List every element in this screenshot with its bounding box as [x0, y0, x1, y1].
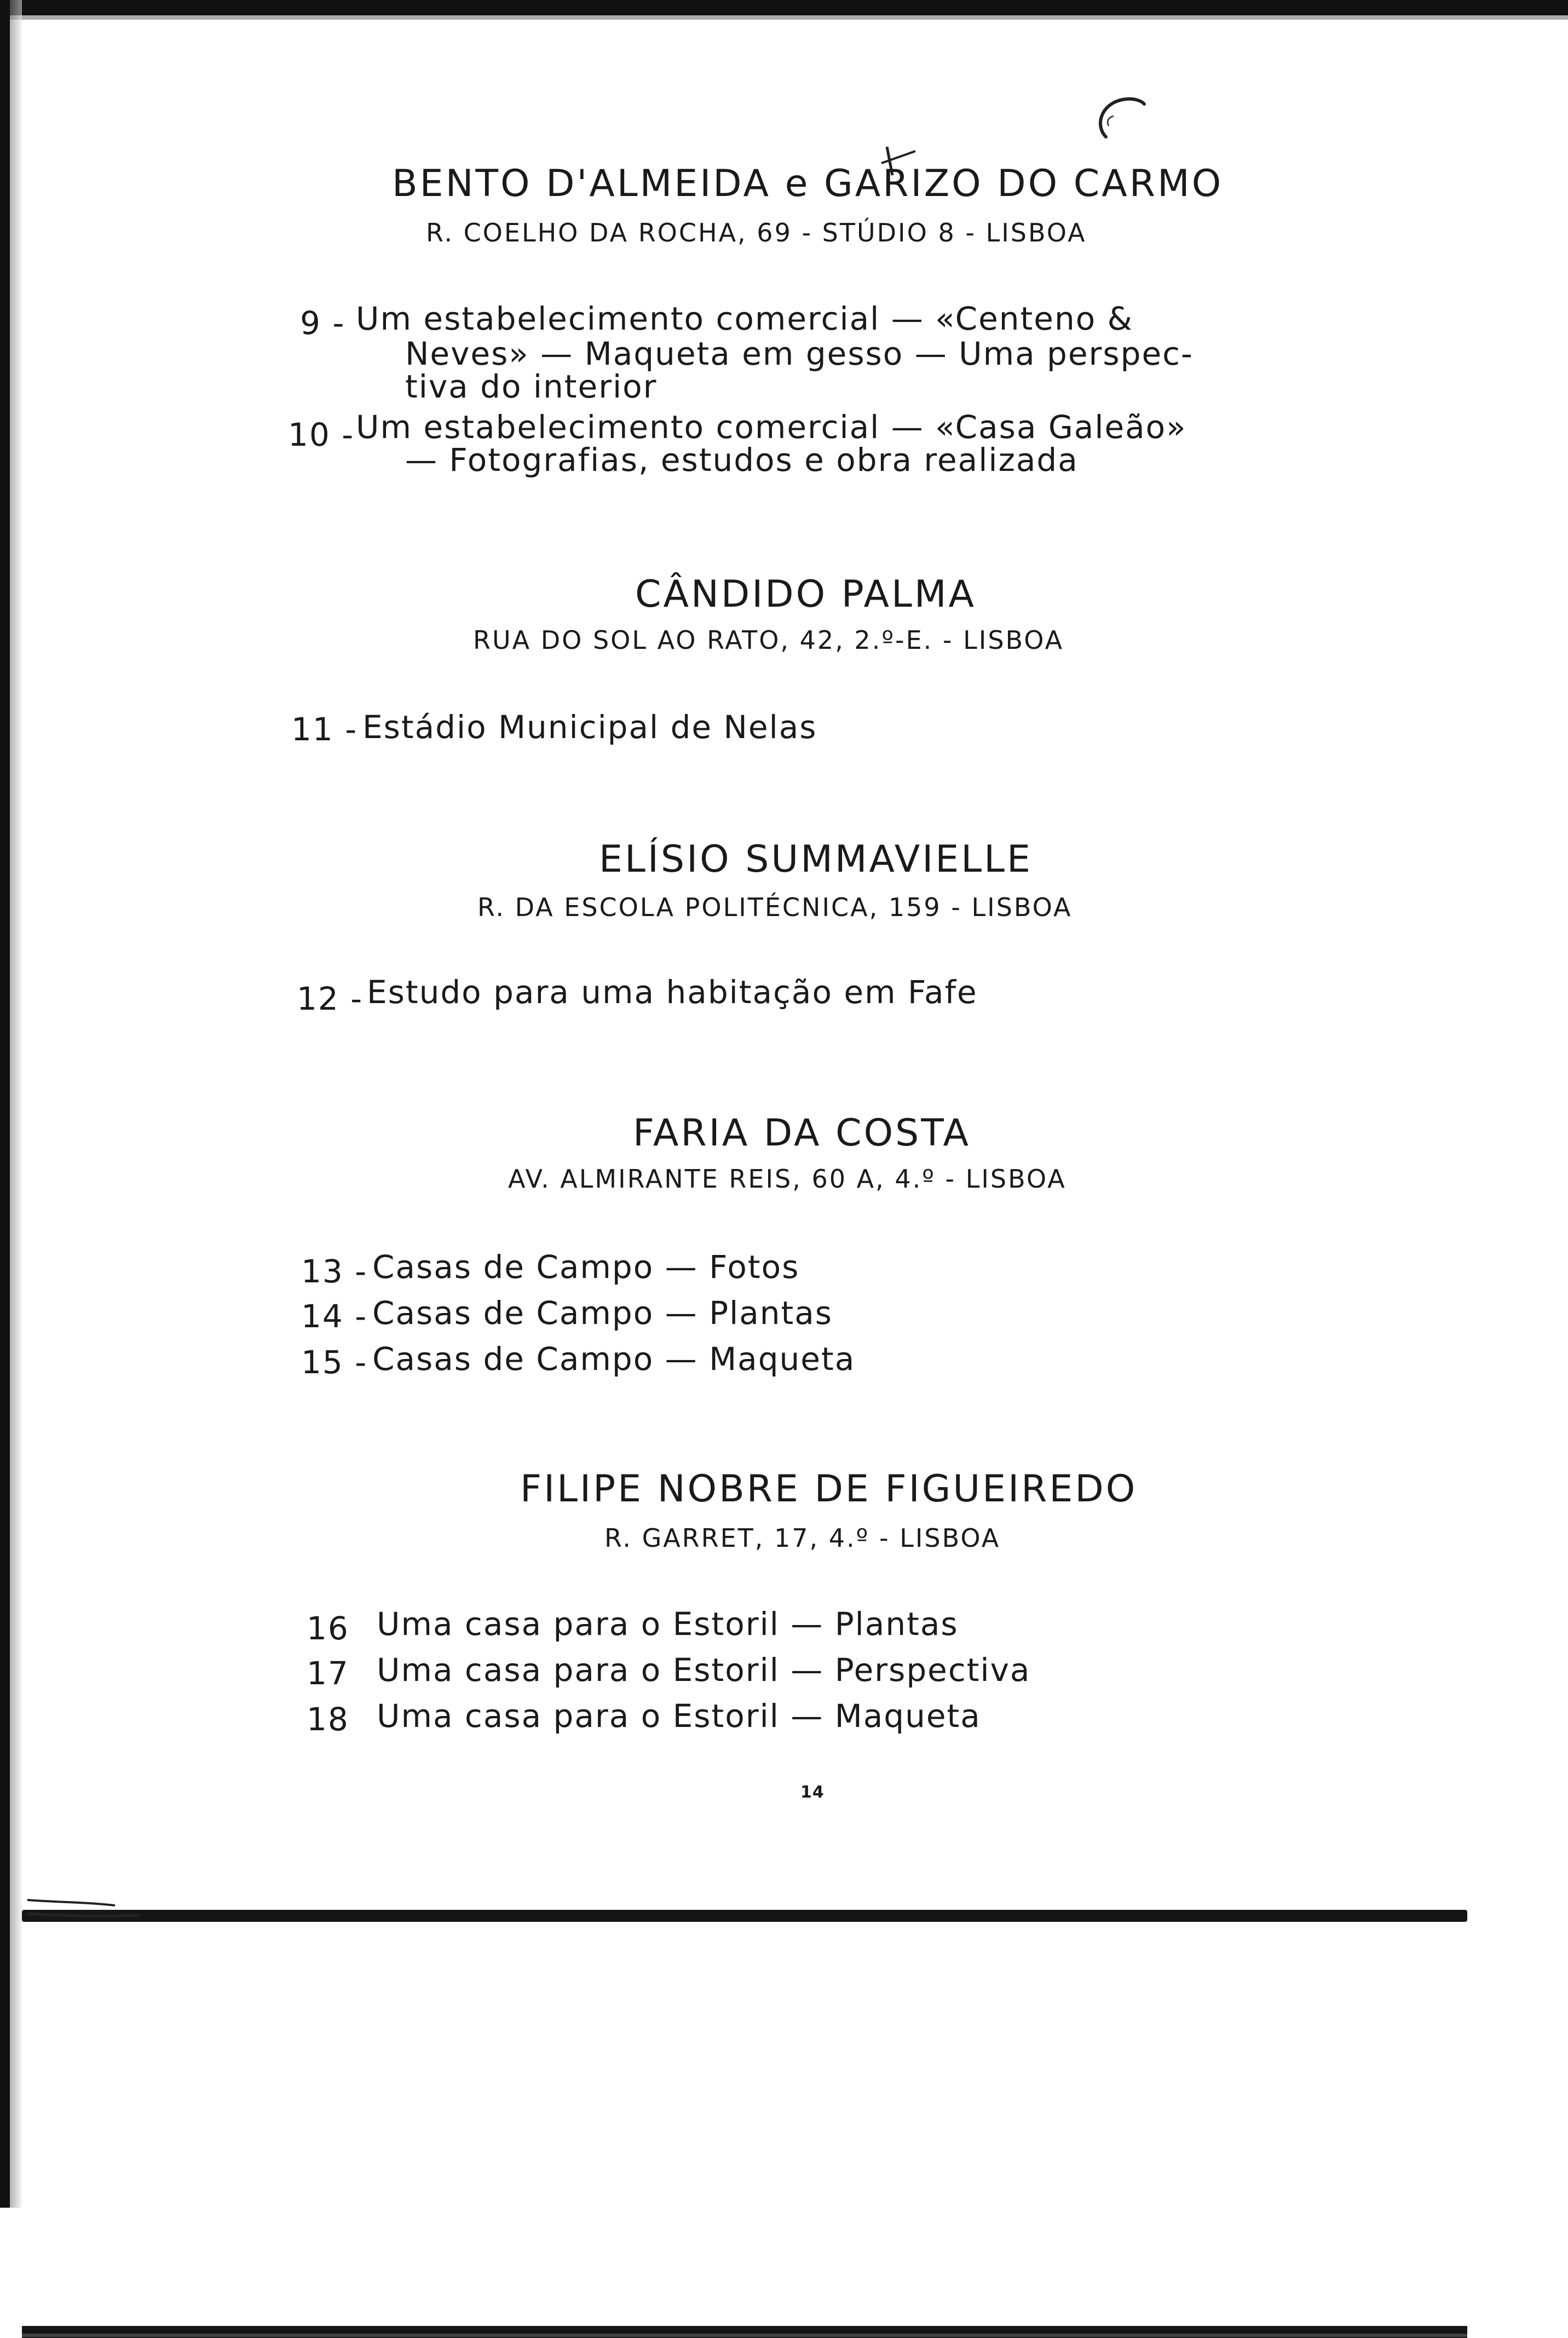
section-2-title: CÂNDIDO PALMA	[635, 573, 977, 616]
item-18-number: 18	[307, 1701, 349, 1738]
item-9-line-3: tiva do interior	[405, 368, 658, 405]
section-1-title: BENTO D'ALMEIDA e GARIZO DO CARMO	[392, 162, 1224, 205]
item-10-number: 10 -	[288, 416, 355, 453]
scan-bottom-edge	[22, 2334, 1467, 2337]
page-number: 14	[800, 1783, 825, 1802]
section-2-address: RUA DO SOL AO RATO, 42, 2.º-E. - LISBOA	[473, 625, 1064, 655]
scan-left-edge-shadow	[10, 0, 22, 2208]
item-16-number: 16	[307, 1610, 349, 1647]
item-10-line-1: Um estabelecimento comercial — «Casa Galeão»	[356, 408, 1187, 446]
item-16-line-1: Uma casa para o Estoril — Plantas	[377, 1605, 959, 1643]
section-1-address: R. COELHO DA ROCHA, 69 - STÚDIO 8 - LISBOA	[426, 218, 1087, 247]
section-5-address: R. GARRET, 17, 4.º - LISBOA	[604, 1523, 1001, 1553]
section-5-title: FILIPE NOBRE DE FIGUEIREDO	[520, 1467, 1138, 1511]
bottom-band	[22, 1910, 1467, 1922]
item-17-line-1: Uma casa para o Estoril — Perspectiva	[377, 1651, 1031, 1689]
item-11-line-1: Estádio Municipal de Nelas	[362, 709, 817, 746]
item-13-line-1: Casas de Campo — Fotos	[372, 1248, 800, 1286]
scan-top-edge-shadow	[0, 15, 1568, 20]
item-15-line-1: Casas de Campo — Maqueta	[372, 1340, 856, 1378]
section-3-address: R. DA ESCOLA POLITÉCNICA, 159 - LISBOA	[477, 892, 1073, 922]
handwritten-mark-icon	[1089, 93, 1150, 142]
item-9-line-2: Neves» — Maqueta em gesso — Uma perspec-	[405, 335, 1194, 372]
scan-left-edge	[0, 0, 10, 2208]
item-11-number: 11 -	[291, 711, 358, 748]
section-4-address: AV. ALMIRANTE REIS, 60 A, 4.º - LISBOA	[508, 1164, 1067, 1194]
item-14-number: 14 -	[301, 1298, 368, 1335]
item-10-line-2: — Fotografias, estudos e obra realizada	[405, 441, 1079, 479]
item-17-number: 17	[307, 1655, 349, 1692]
scan-top-edge	[0, 0, 1568, 15]
item-18-line-1: Uma casa para o Estoril — Maqueta	[377, 1697, 981, 1735]
section-4-title: FARIA DA COSTA	[633, 1112, 971, 1155]
bottom-left-curl-icon	[22, 1884, 142, 1927]
item-14-line-1: Casas de Campo — Plantas	[372, 1294, 833, 1332]
item-12-line-1: Estudo para uma habitação em Fafe	[367, 974, 978, 1011]
section-3-title: ELÍSIO SUMMAVIELLE	[599, 838, 1033, 881]
item-13-number: 13 -	[301, 1253, 368, 1290]
item-9-line-1: Um estabelecimento comercial — «Centeno &	[356, 300, 1133, 337]
item-15-number: 15 -	[301, 1344, 368, 1381]
item-9-number: 9 -	[300, 304, 345, 342]
item-12-number: 12 -	[297, 980, 364, 1017]
